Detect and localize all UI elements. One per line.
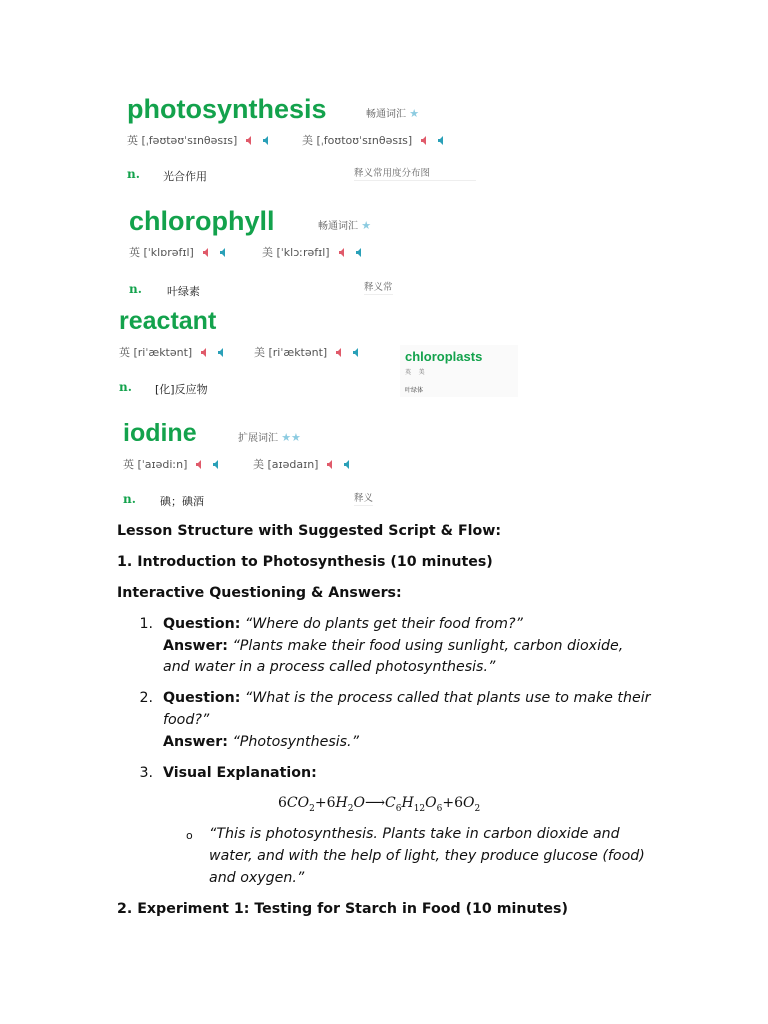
part-of-speech: n. bbox=[127, 167, 140, 181]
headword: chloroplasts bbox=[405, 349, 483, 364]
headword: iodine bbox=[123, 419, 197, 447]
pron-row: 英 美 bbox=[405, 369, 425, 376]
word-tag: 畅通词汇 ★ bbox=[366, 107, 420, 120]
definition: 叶绿素 bbox=[167, 285, 200, 298]
speaker-icon[interactable] bbox=[202, 247, 211, 256]
usage-stats-link[interactable]: 释义常用度分布图 bbox=[354, 165, 476, 181]
pron-us: 美 [aɪədaɪn] bbox=[253, 456, 352, 472]
headword: reactant bbox=[119, 307, 217, 335]
star-icon: ★★ bbox=[281, 431, 301, 444]
part-of-speech: n. bbox=[119, 380, 132, 394]
headword: chlorophyll bbox=[129, 206, 275, 236]
vocab-card-chloroplasts bbox=[400, 345, 518, 397]
speaker-icon[interactable] bbox=[338, 247, 347, 256]
pron-uk: 英 [riˈæktənt] bbox=[119, 344, 226, 360]
subheading: Interactive Questioning & Answers: bbox=[117, 585, 402, 601]
speaker-icon[interactable] bbox=[437, 135, 446, 144]
speaker-icon[interactable] bbox=[326, 459, 335, 468]
definition: 碘；碘酒 bbox=[160, 495, 204, 508]
pron-us: 美 [ˈklɔːrəfɪl] bbox=[262, 244, 364, 260]
list-number: 3. bbox=[139, 765, 153, 781]
star-icon: ★ bbox=[409, 107, 420, 120]
speaker-icon[interactable] bbox=[420, 135, 429, 144]
lesson-heading: Lesson Structure with Suggested Script & Flow: bbox=[117, 523, 502, 539]
list-item-answer: Answer: “Photosynthesis.” bbox=[163, 734, 359, 750]
visual-explanation-label: Visual Explanation: bbox=[163, 765, 317, 781]
usage-stats-link[interactable]: 释义 bbox=[354, 490, 373, 506]
section-1-heading: 1. Introduction to Photosynthesis (10 minutes) bbox=[117, 554, 493, 570]
definition: 叶绿体 bbox=[405, 387, 424, 394]
usage-stats-link[interactable]: 释义常 bbox=[364, 279, 393, 295]
speaker-icon[interactable] bbox=[343, 459, 352, 468]
word-tag: 扩展词汇 ★★ bbox=[238, 431, 301, 444]
list-item-question: Question: “What is the process called that plants use to make their bbox=[163, 690, 651, 706]
list-number: 1. bbox=[139, 616, 153, 632]
definition: [化]反应物 bbox=[155, 383, 208, 396]
explanation-line: “This is photosynthesis. Plants take in carbon dioxide and bbox=[209, 826, 620, 842]
speaker-icon[interactable] bbox=[335, 347, 344, 356]
part-of-speech: n. bbox=[123, 492, 136, 506]
pron-uk: 英 [ˈaɪədiːn] bbox=[123, 456, 221, 472]
speaker-icon[interactable] bbox=[262, 135, 271, 144]
word-tag: 畅通词汇 ★ bbox=[318, 219, 372, 232]
section-2-heading: 2. Experiment 1: Testing for Starch in Food (10 minutes) bbox=[117, 901, 568, 917]
bullet-marker: o bbox=[186, 829, 193, 842]
list-number: 2. bbox=[139, 690, 153, 706]
list-item-question: Question: “Where do plants get their food from?” bbox=[163, 616, 523, 632]
definition: 光合作用 bbox=[163, 170, 207, 183]
list-item-question-cont: food?” bbox=[163, 712, 210, 728]
speaker-icon[interactable] bbox=[217, 347, 226, 356]
speaker-icon[interactable] bbox=[219, 247, 228, 256]
pron-uk: 英 [ˈklɒrəfɪl] bbox=[129, 244, 228, 260]
speaker-icon[interactable] bbox=[212, 459, 221, 468]
headword: photosynthesis bbox=[127, 94, 327, 124]
speaker-icon[interactable] bbox=[355, 247, 364, 256]
speaker-icon[interactable] bbox=[352, 347, 361, 356]
pron-us: 美 [riˈæktənt] bbox=[254, 344, 361, 360]
star-icon: ★ bbox=[361, 219, 372, 232]
list-item-answer: Answer: “Plants make their food using sunlight, carbon dioxide, bbox=[163, 638, 624, 654]
list-item-answer-cont: and water in a process called photosynthesis.” bbox=[163, 659, 496, 675]
explanation-line: water, and with the help of light, they produce glucose (food) bbox=[209, 848, 645, 864]
pron-uk: 英 [ˌfəʊtəʊˈsɪnθəsɪs] bbox=[127, 132, 271, 148]
pron-us: 美 [ˌfoʊtoʊˈsɪnθəsɪs] bbox=[302, 132, 446, 148]
part-of-speech: n. bbox=[129, 282, 142, 296]
speaker-icon[interactable] bbox=[195, 459, 204, 468]
photosynthesis-equation: $6CO_2+6H_2O⟶C_6H_{12}O_6+6O_2$ bbox=[278, 795, 481, 814]
explanation-line: and oxygen.” bbox=[209, 870, 305, 886]
speaker-icon[interactable] bbox=[200, 347, 209, 356]
speaker-icon[interactable] bbox=[245, 135, 254, 144]
